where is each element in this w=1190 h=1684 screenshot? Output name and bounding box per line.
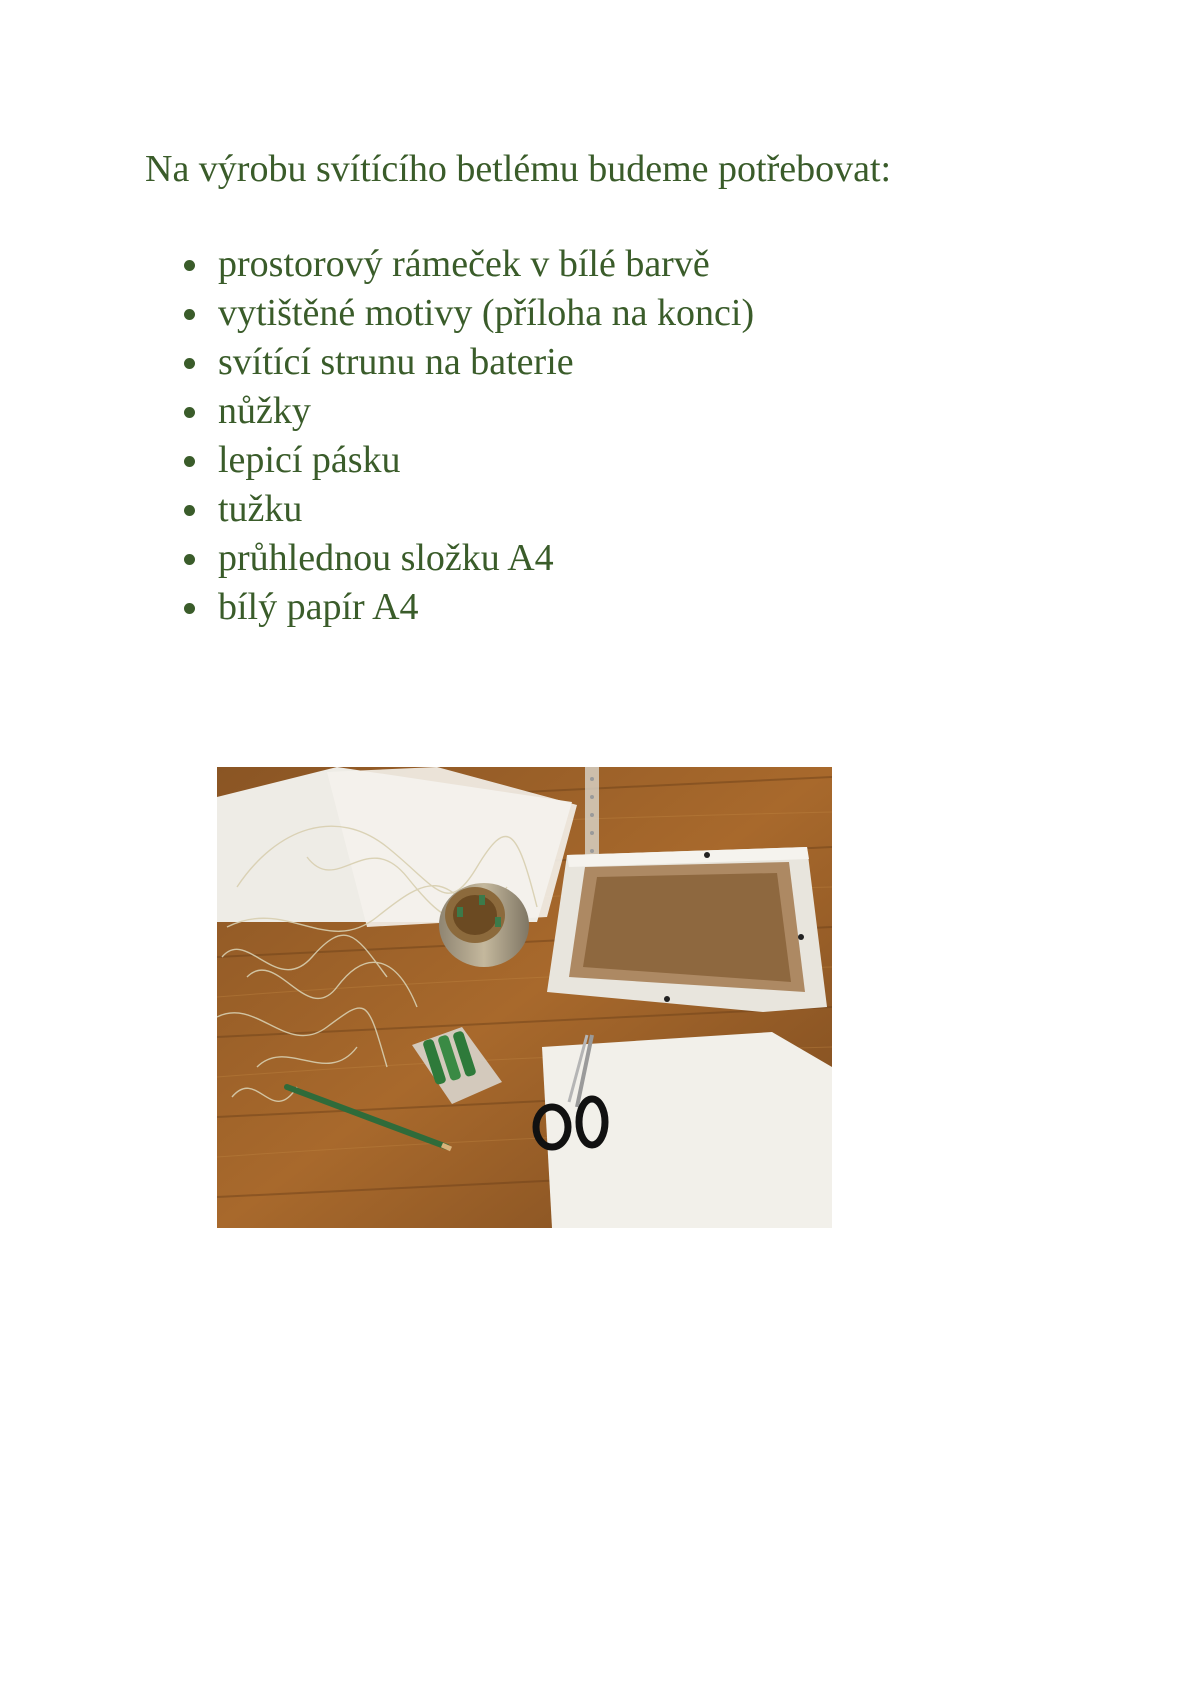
- bullet-icon: [184, 505, 195, 516]
- bullet-icon: [184, 407, 195, 418]
- supplies-list: [180, 240, 754, 632]
- list-item-text: nůžky: [218, 390, 311, 432]
- list-item-text: lepicí pásku: [218, 439, 401, 481]
- list-item: [180, 387, 754, 436]
- list-item-text: prostorový rámeček v bílé barvě: [218, 243, 710, 285]
- list-item: [180, 534, 754, 583]
- list-item: [180, 289, 754, 338]
- bullet-icon: [184, 358, 195, 369]
- craft-supplies-photo: [217, 767, 832, 1228]
- bullet-icon: [184, 260, 195, 271]
- list-item: [180, 338, 754, 387]
- list-item-text: bílý papír A4: [218, 586, 419, 628]
- list-item-text: svítící strunu na baterie: [218, 341, 574, 383]
- list-item: [180, 240, 754, 289]
- bullet-icon: [184, 309, 195, 320]
- list-item: [180, 436, 754, 485]
- list-item: [180, 583, 754, 632]
- bullet-icon: [184, 603, 195, 614]
- list-item-text: průhlednou složku A4: [218, 537, 554, 579]
- bullet-icon: [184, 456, 195, 467]
- list-item-text: tužku: [218, 488, 303, 530]
- list-item-text: vytištěné motivy (příloha na konci): [218, 292, 755, 334]
- page-heading: Na výrobu svítícího betlému budeme potřebovat:: [145, 148, 892, 190]
- bullet-icon: [184, 554, 195, 565]
- list-item: [180, 485, 754, 534]
